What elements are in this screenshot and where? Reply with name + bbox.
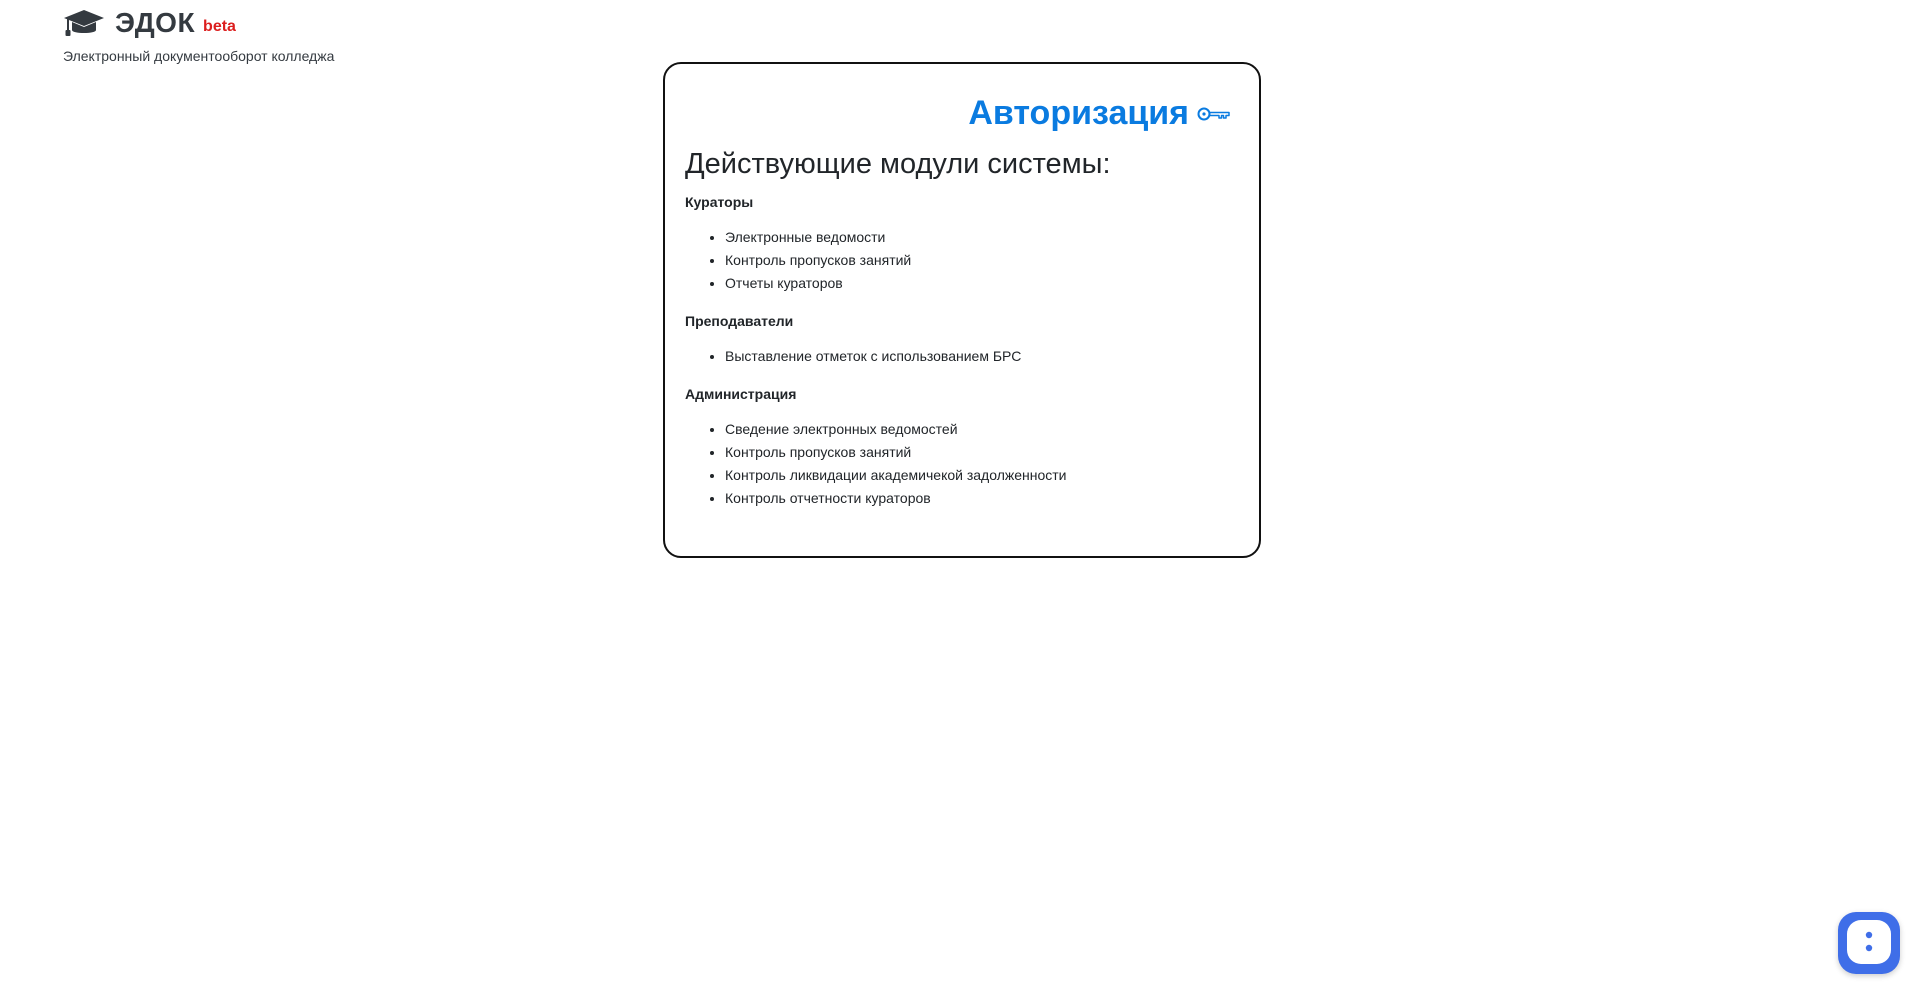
group-title: Администрация	[685, 386, 797, 402]
list-item: • Контроль ликвидации академичекой задолженности	[725, 464, 1239, 487]
group-title: Кураторы	[685, 194, 754, 210]
group-title: Преподаватели	[685, 313, 794, 329]
list-item: • Отчеты кураторов	[725, 272, 1239, 295]
list-item: • Контроль пропусков занятий	[725, 249, 1239, 272]
modules-list	[685, 192, 1239, 526]
list-item: • Выставление отметок с использованием БРС	[725, 345, 1239, 368]
group-items	[685, 345, 1239, 368]
list-item: • Электронные ведомости	[725, 226, 1239, 249]
brand-name: ЭДОК	[115, 7, 196, 38]
group-items	[685, 418, 1239, 510]
site-header	[63, 6, 334, 64]
beta-badge: beta	[203, 18, 236, 35]
modules-card	[663, 62, 1261, 558]
group-curators	[685, 192, 1239, 295]
brand[interactable]	[63, 6, 334, 40]
help-chat-button[interactable]	[1838, 912, 1900, 974]
group-items	[685, 226, 1239, 295]
group-administration	[685, 384, 1239, 510]
auth-label: Авторизация	[968, 94, 1189, 132]
auth-link[interactable]	[968, 94, 1231, 133]
tagline: Электронный документооборот колледжа	[63, 48, 335, 64]
modules-title: Действующие модули системы:	[685, 148, 1111, 180]
key-icon	[1197, 104, 1231, 124]
chat-help-icon	[1847, 920, 1891, 964]
group-teachers	[685, 311, 1239, 368]
list-item: • Контроль отчетности кураторов	[725, 487, 1239, 510]
graduation-cap-icon	[63, 8, 105, 38]
list-item: • Контроль пропусков занятий	[725, 441, 1239, 464]
list-item: • Сведение электронных ведомостей	[725, 418, 1239, 441]
